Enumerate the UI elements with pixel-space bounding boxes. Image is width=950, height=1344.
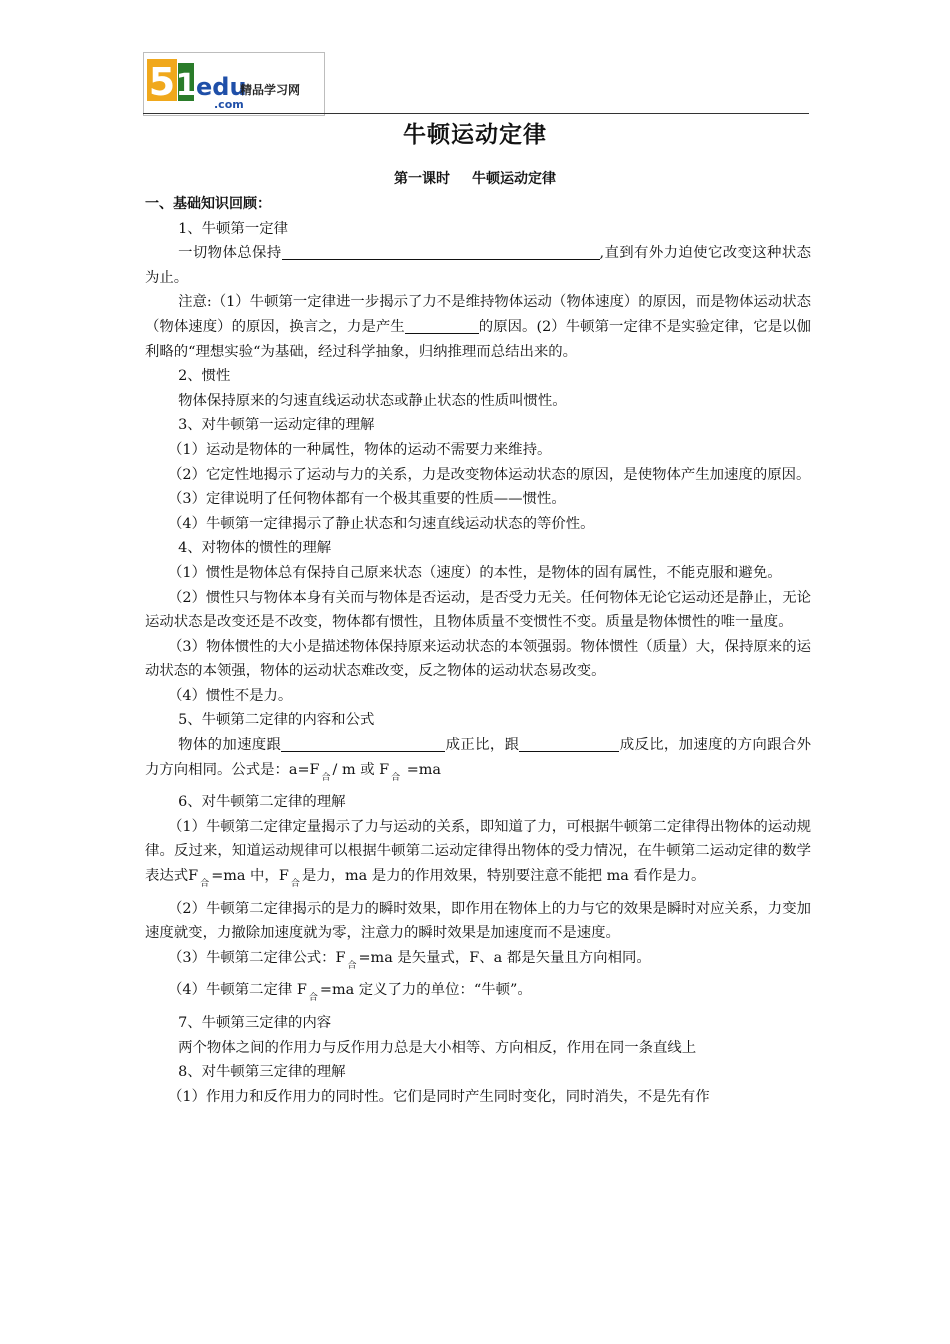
list-item: （1）作用力和反作用力的同时性。它们是同时产生同时变化，同时消失，不是先有作 xyxy=(168,1088,710,1105)
item-heading: 4、对物体的惯性的理解 xyxy=(178,540,332,557)
text-span: 是力，ma 是力的作用效果，特别要注意不能把 ma 看作是力。 xyxy=(301,868,706,885)
subscript: 合 xyxy=(200,879,210,890)
fill-blank[interactable] xyxy=(281,735,445,752)
text-span: ,直到有外力迫使它改变这种状态为止。 xyxy=(145,245,811,286)
subscript: 合 xyxy=(290,879,300,890)
section-heading: 一、基础知识回顾： xyxy=(145,196,271,212)
fill-blank[interactable] xyxy=(405,317,479,334)
subscript: 合 xyxy=(391,772,401,783)
list-item: （4）惯性不是力。 xyxy=(168,687,293,704)
item-heading: 8、对牛顿第三定律的理解 xyxy=(178,1064,346,1081)
text-span: =ma 定义了力的单位：“牛顿”。 xyxy=(319,982,532,999)
site-logo xyxy=(143,52,325,116)
lesson-subtitle xyxy=(0,167,950,191)
list-item xyxy=(145,978,811,1011)
item-heading: 5、牛顿第二定律的内容和公式 xyxy=(178,712,375,729)
paragraph xyxy=(145,290,811,364)
logo-tagline: 精品学习网 xyxy=(240,83,301,97)
list-item: （1）惯性是物体总有保持自己原来状态（速度）的本性，是物体的固有属性，不能克服和避免。 xyxy=(168,564,782,581)
list-item: （3）物体惯性的大小是描述物体保持原来运动状态的本领强弱。物体惯性（质量）大，保持原来的运动状态的本领强，物体的运动状态难改变，反之物体的运动状态易改变。 xyxy=(145,638,811,680)
logo-domain: .com xyxy=(214,98,244,111)
text-span: 的原因。(2）牛顿第一定律不是实验定律，它是以伽利略的“理想实验“为基础，经过科学抽象，归纳推理而总结出来的。 xyxy=(145,318,811,360)
header-rule xyxy=(143,113,809,114)
text-span: 注意:（1）牛顿第一定律进一步揭示了力不是维持物体运动（物体速度）的原因，而是物体运动状态（物体速度）的原因，换言之，力是产生 xyxy=(145,294,811,335)
text-span: =ma 是矢量式，F、a 都是矢量且方向相同。 xyxy=(358,949,651,966)
lesson-topic: 牛顿运动定律 xyxy=(472,171,556,187)
paragraph xyxy=(145,733,811,790)
text-span: 成反比，加速度的方向跟合外力方向相同。公式是：a=F xyxy=(145,737,811,778)
item-heading: 6、对牛顿第二定律的理解 xyxy=(178,794,346,811)
item-heading: 2、惯性 xyxy=(178,368,231,385)
text-span: （3）牛顿第二定律公式：F xyxy=(168,949,346,966)
subscript: 合 xyxy=(308,993,318,1004)
list-item: （2）惯性只与物体本身有关而与物体是否运动，是否受力无关。任何物体无论它运动还是静止，无论运动状态是改变还是不改变，物体都有惯性，且物体质量不变惯性不变。质量是物体惯性的唯一量度。 xyxy=(145,589,811,631)
subscript: 合 xyxy=(321,772,331,783)
text-span: 成正比，跟 xyxy=(445,737,520,754)
list-item xyxy=(145,946,811,979)
fill-blank[interactable] xyxy=(282,243,600,260)
text-span: 一切物体总保持 xyxy=(178,245,282,262)
text-span: （4）牛顿第二定律 F xyxy=(168,982,307,999)
page-title: 牛顿运动定律 xyxy=(403,122,547,148)
item-heading: 3、对牛顿第一运动定律的理解 xyxy=(178,417,375,434)
logo-digit-one: 1 xyxy=(175,68,197,103)
logo-edu-text: edu xyxy=(196,73,247,101)
lesson-number: 第一课时 xyxy=(394,171,450,187)
item-heading: 7、牛顿第三定律的内容 xyxy=(178,1015,332,1031)
list-item: （4）牛顿第一定律揭示了静止状态和匀速直线运动状态的等价性。 xyxy=(168,515,595,532)
text-span: / m 或 F xyxy=(332,761,390,778)
paragraph: 两个物体之间的作用力与反作用力总是大小相等、方向相反，作用在同一条直线上 xyxy=(178,1039,697,1056)
text-span: 物体的加速度跟 xyxy=(178,737,282,754)
item-heading: 1、牛顿第一定律 xyxy=(178,220,289,237)
list-item: （2）牛顿第二定律揭示的是力的瞬时效果，即作用在物体上的力与它的效果是瞬时对应关系，力变加速度就变，力撤除加速度就为零，注意力的瞬时效果是加速度而不是速度。 xyxy=(145,900,811,942)
list-item xyxy=(145,815,811,897)
list-item: （2）它定性地揭示了运动与力的关系，力是改变物体运动状态的原因，是使物体产生加速度的原因。 xyxy=(168,466,811,483)
paragraph xyxy=(145,241,811,290)
fill-blank[interactable] xyxy=(519,735,619,752)
text-span: （1）牛顿第二定律定量揭示了力与运动的关系，即知道了力，可根据牛顿第二定律得出物体的运动规律。反过来，知道运动规律可以根据牛顿第二运动定律得出物体的受力情况，在牛顿第二运动定律的数学表达式F xyxy=(145,818,811,885)
list-item: （1）运动是物体的一种属性，物体的运动不需要力来维持。 xyxy=(168,441,552,458)
document-body xyxy=(145,192,811,1109)
list-item: （3）定律说明了任何物体都有一个极其重要的性质——惯性。 xyxy=(168,491,566,508)
text-span: =ma 中，F xyxy=(211,868,289,885)
paragraph: 物体保持原来的匀速直线运动状态或静止状态的性质叫惯性。 xyxy=(178,392,567,409)
logo-digit-five: 5 xyxy=(148,60,176,104)
subscript: 合 xyxy=(347,960,357,971)
text-span: =ma xyxy=(402,761,442,778)
